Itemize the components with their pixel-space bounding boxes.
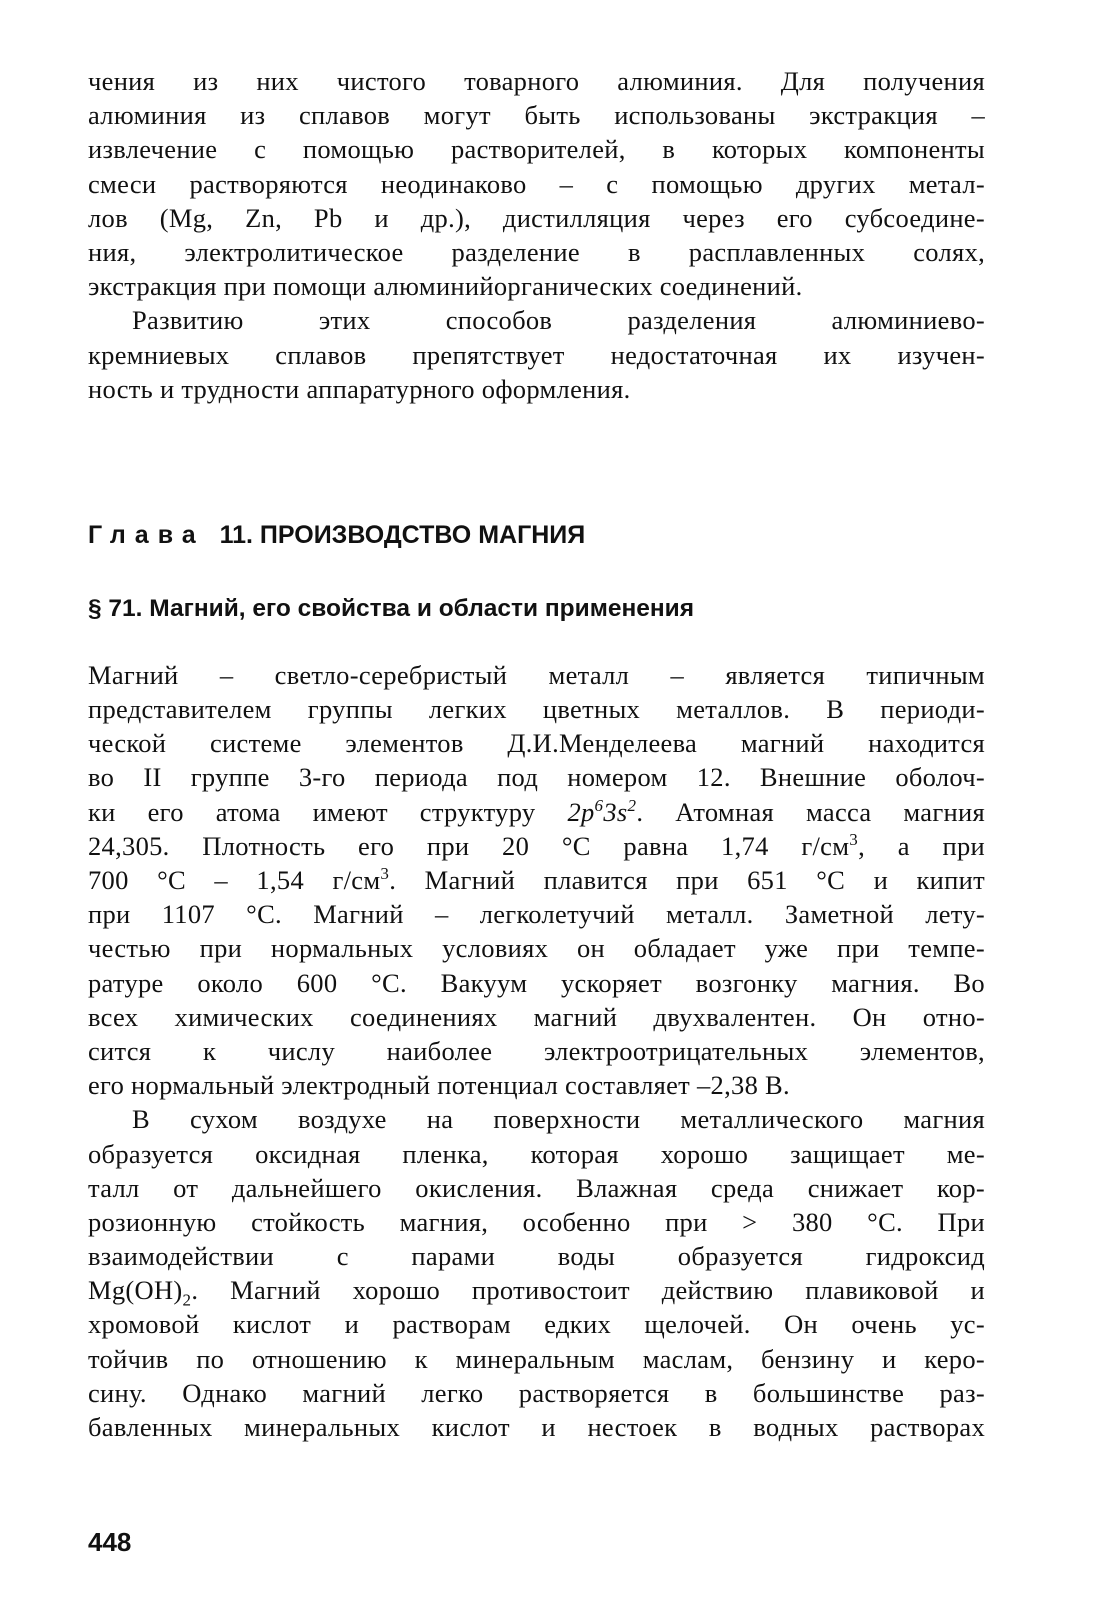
orbital-2p: 2p <box>567 796 595 827</box>
text-fragment: 700 °С – 1,54 г/см <box>88 865 381 895</box>
superscript: 2 <box>627 795 637 815</box>
text-line: сину. Однако магний легко растворяется в большинстве раз- <box>88 1377 985 1408</box>
text-fragment: . Магний плавится при 651 °С и кипит <box>389 865 985 895</box>
text-line: смеси растворяются неодинаково – с помощью других метал- <box>88 168 985 199</box>
electron-config <box>567 797 636 827</box>
text-line-density <box>88 863 985 897</box>
superscript: 6 <box>594 795 604 815</box>
text-line: Развитию этих способов разделения алюминиево- <box>132 305 985 336</box>
text-line: В сухом воздухе на поверхности металлического магния <box>132 1104 985 1135</box>
chapter-heading <box>88 518 985 552</box>
text-fragment: 24,305. Плотность его при 20 °С равна 1,74 г/см <box>88 830 850 861</box>
page-number: 448 <box>88 1527 132 1557</box>
text-line: тойчив по отношению к минеральным маслам, бензину и керо- <box>88 1343 985 1374</box>
text-line: чения из них чистого товарного алюминия. Для получения <box>88 66 985 96</box>
text-fragment: ки его атома имеют структуру <box>88 796 568 827</box>
subscript: 2 <box>182 1290 192 1310</box>
text-fragment: Mg(OH) <box>88 1275 183 1306</box>
text-line: извлечение с помощью растворителей, в которых компоненты <box>88 134 985 165</box>
paragraph-magnesium-properties <box>88 658 985 1102</box>
paragraph-alloys <box>88 303 985 406</box>
text-line: ность и трудности аппаратурного оформления. <box>88 373 631 404</box>
text-line-density <box>88 829 985 863</box>
text-line: образуется оксидная пленка, которая хорошо защищает ме- <box>88 1138 985 1169</box>
text-line: кремниевых сплавов препятствует недостаточная их изучен- <box>88 339 985 370</box>
text-line: при 1107 °С. Магний – легколетучий металл. Заметной лету- <box>88 899 985 930</box>
superscript: 3 <box>849 829 859 849</box>
text-line: экстракция при помощи алюминийорганических соединений. <box>88 271 803 302</box>
text-line: ратуре около 600 °С. Вакуум ускоряет возгонку магния. Во <box>88 967 985 998</box>
chapter-prefix: Глава <box>88 520 205 549</box>
intro-paragraph <box>88 64 985 303</box>
text-line: лов (Mg, Zn, Pb и др.), дистилляция через его субсоедине- <box>88 202 985 233</box>
text-fragment: , а при <box>858 830 985 861</box>
text-line: всех химических соединениях магний двухвалентен. Он отно- <box>88 1001 985 1032</box>
text-line-hydroxide <box>88 1273 985 1310</box>
text-line: талл от дальнейшего окисления. Влажная среда снижает кор- <box>88 1172 985 1203</box>
text-line: алюминия из сплавов могут быть использованы экстракция – <box>88 100 985 131</box>
text-line: честью при нормальных условиях он обладает уже при темпе- <box>88 933 985 964</box>
text-fragment: . Магний хорошо противостоит действию плавиковой и <box>191 1275 985 1306</box>
text-line: розионную стойкость магния, особенно при > 380 °С. При <box>88 1206 985 1237</box>
text-line: хромовой кислот и растворам едких щелочей. Он очень ус- <box>88 1309 985 1340</box>
text-line: ческой системе элементов Д.И.Менделеева магний находится <box>88 728 985 759</box>
text-line: его нормальный электродный потенциал составляет –2,38 В. <box>88 1070 790 1101</box>
text-fragment: . Атомная масса магния <box>636 796 985 827</box>
text-line: Магний – светло-серебристый металл – является типичным <box>88 659 985 690</box>
text-line: во II группе 3-го периода под номером 12. Внешние оболоч- <box>88 762 985 793</box>
text-line: сится к числу наиболее электроотрицательных элементов, <box>88 1035 985 1066</box>
text-line: взаимодействии с парами воды образуется гидроксид <box>88 1241 985 1272</box>
page-content <box>88 64 985 1444</box>
text-line: ния, электролитическое разделение в расплавленных солях, <box>88 236 985 267</box>
spacer <box>88 626 985 658</box>
text-line: бавленных минеральных кислот и нестоек в водных растворах <box>88 1412 985 1442</box>
chapter-title: 11. ПРОИЗВОДСТВО МАГНИЯ <box>219 520 586 549</box>
spacer <box>88 406 985 518</box>
paragraph-corrosion <box>88 1102 985 1444</box>
orbital-3s: 3s <box>603 796 628 827</box>
text-line: представителем группы легких цветных металлов. В периоди- <box>88 694 985 725</box>
text-line-formula <box>88 795 985 829</box>
superscript: 3 <box>380 864 390 884</box>
section-heading: § 71. Магний, его свойства и области применения <box>88 594 695 622</box>
